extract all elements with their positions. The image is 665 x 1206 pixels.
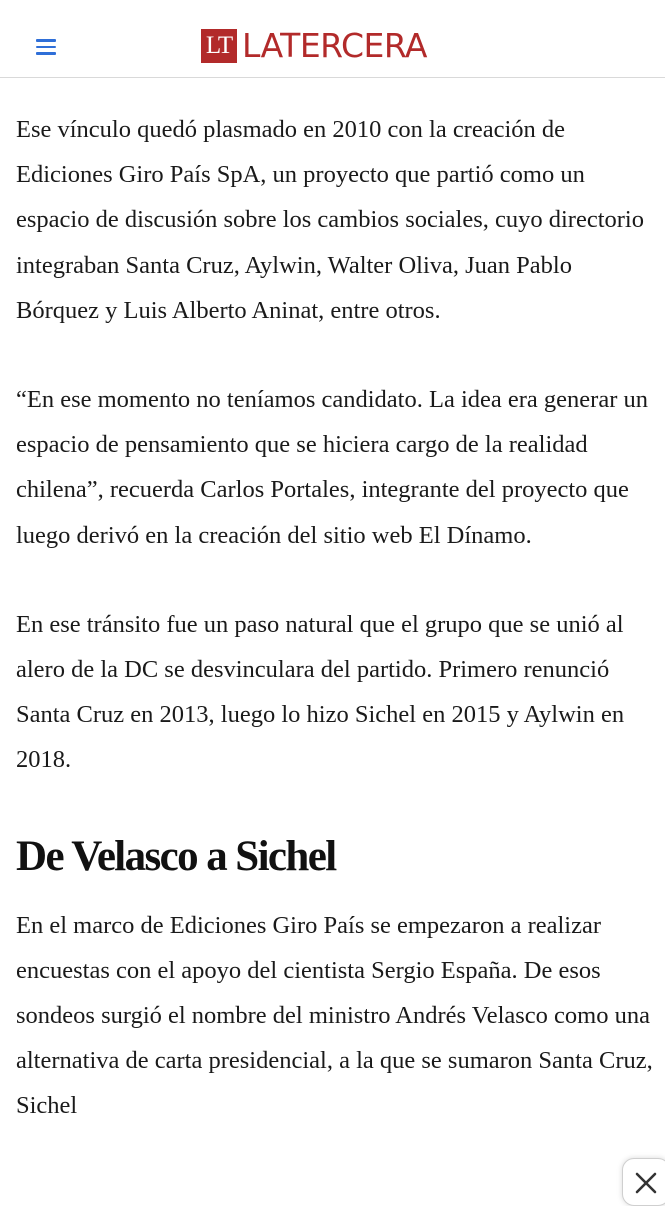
article-body [16,107,656,1173]
article-paragraph: Ese vínculo quedó plasmado en 2010 con la creación de Ediciones Giro País SpA, un proyecto que partió como un espacio de discusión sobre los cambios sociales, cuyo directorio integraban Santa Cruz, Aylwin, Walter Oliva, Juan Pablo Bórquez y Luis Alberto Aninat, entre otros. [16,116,644,324]
article-paragraph: En el marco de Ediciones Giro País se empezaron a realizar encuestas con el apoyo del cientista Sergio España. De esos sondeos surgió el nombre del ministro Andrés Velasco como una alternativa de carta presidencial, a la que se sumaron Santa Cruz, Sichel [16,911,653,1120]
article-subheading: De Velasco a Sichel [16,832,336,880]
site-logo[interactable] [201,28,427,64]
article-paragraph: “En ese momento no teníamos candidato. La idea era generar un espacio de pensamiento que se hiciera cargo de la realidad chilena”, recuerda Carlos Portales, integrante del proyecto que luego derivó en la creación del sitio web El Dínamo. [16,386,648,549]
article-paragraph: En ese tránsito fue un paso natural que el grupo que se unió al alero de la DC se desvinculara del partido. Primero renunció Santa Cruz en 2013, luego lo hizo Sichel en 2015 y Aylwin en 2018. [16,610,625,774]
close-icon [635,1172,657,1194]
site-header [0,0,665,78]
close-ad-button[interactable] [622,1158,665,1206]
hamburger-menu-icon[interactable] [36,39,56,55]
logo-wordmark: LATERCERA [242,26,428,65]
logo-initials: LT [201,29,237,63]
